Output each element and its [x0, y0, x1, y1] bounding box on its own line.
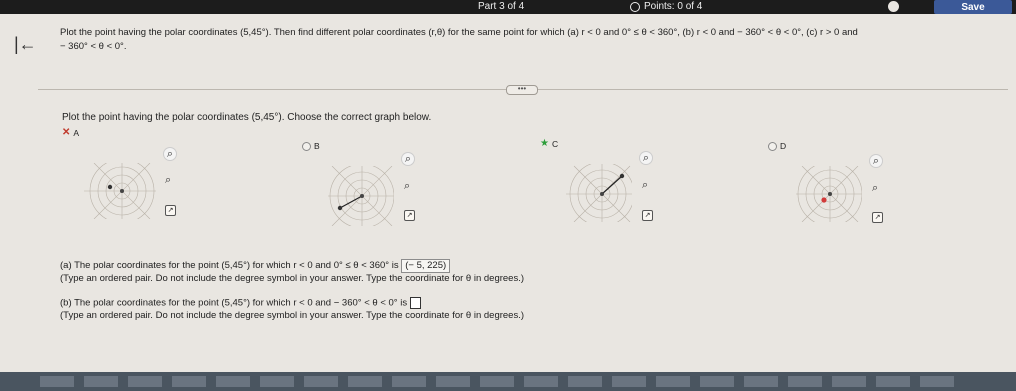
answer-a-text: (a) The polar coordinates for the point (5,45°) for which r < 0 and 0° ≤ θ < 360° is	[60, 260, 399, 271]
bottom-segment	[832, 376, 866, 387]
zoom-in-icon[interactable]: ⌕	[870, 155, 882, 167]
zoom-in-icon[interactable]: ⌕	[164, 148, 176, 160]
prompt-text-4: − 360° < θ < 0°.	[60, 41, 127, 52]
prompt-text-3: for the same point for which (a) r < 0 and 0° ≤ θ < 360°, (b) r < 0 and − 360° < θ < 0°, (c) r > 0 and	[445, 27, 858, 38]
question-text-b: . Choose the correct graph below.	[281, 112, 432, 123]
zoom-in-icon[interactable]: ⌕	[402, 153, 414, 165]
bottom-segment	[700, 376, 734, 387]
option-a-letter: A	[73, 127, 80, 138]
correct-star-icon: ★	[540, 138, 549, 149]
question-text-a: Plot the point having the polar coordinates	[62, 112, 252, 123]
question-text	[62, 112, 431, 123]
top-bar	[0, 0, 1016, 14]
bottom-segment	[480, 376, 514, 387]
points-circle-icon	[630, 2, 640, 12]
polar-graph-d[interactable]	[796, 166, 862, 222]
bottom-segment	[392, 376, 426, 387]
back-icon[interactable]: |←	[14, 34, 37, 54]
plotted-point	[821, 197, 826, 202]
bottom-segment	[524, 376, 558, 387]
bottom-segment	[744, 376, 778, 387]
answer-b-row	[60, 297, 524, 310]
bottom-bar	[0, 372, 1016, 391]
bottom-segment	[436, 376, 470, 387]
plotted-point	[108, 185, 112, 189]
answer-b-hint: (Type an ordered pair. Do not include the degree symbol in your answer. Type the coordinate for θ in degrees.)	[60, 309, 525, 321]
radio-icon[interactable]	[768, 142, 777, 151]
bottom-segment	[128, 376, 162, 387]
part-indicator: Part 3 of 4	[478, 1, 525, 12]
prompt-coords: (5,45°)	[240, 27, 269, 38]
prompt-text-2: . Then find different polar coordinates	[268, 27, 429, 38]
option-d-letter: D	[780, 141, 787, 151]
points-text: Points: 0 of 4	[644, 1, 703, 12]
bottom-segment	[876, 376, 910, 387]
option-c-letter: C	[551, 138, 559, 149]
external-link-icon[interactable]: ↗	[642, 210, 653, 221]
prompt-rtheta: (r,θ)	[428, 27, 446, 38]
bottom-segment	[348, 376, 382, 387]
option-b-letter: B	[314, 141, 320, 151]
bottom-segment	[788, 376, 822, 387]
bottom-segment	[568, 376, 602, 387]
zoom-out-icon[interactable]: ⌕	[404, 180, 411, 192]
answer-a-field[interactable]: (− 5, 225)	[401, 259, 450, 273]
bottom-segment	[612, 376, 646, 387]
question-coords: (5,45°)	[251, 112, 282, 123]
external-link-icon[interactable]: ↗	[165, 205, 176, 216]
answer-a-hint: (Type an ordered pair. Do not include the degree symbol in your answer. Type the coordinate for θ in degrees.)	[60, 273, 525, 284]
answer-b-text: (b) The polar coordinates for the point (5,45°) for which r < 0 and − 360° < θ < 0° is	[60, 297, 408, 309]
zoom-in-icon[interactable]: ⌕	[640, 152, 652, 164]
bottom-segment	[84, 376, 118, 387]
answer-section	[60, 259, 524, 322]
bottom-segment	[260, 376, 294, 387]
polar-graph-b[interactable]	[328, 166, 394, 226]
option-d[interactable]	[768, 141, 786, 151]
answer-a-row	[60, 259, 524, 273]
expand-handle[interactable]: •••	[506, 85, 538, 95]
bottom-segment	[304, 376, 338, 387]
polar-graph-c[interactable]	[566, 164, 632, 222]
radio-icon[interactable]	[302, 142, 311, 151]
bottom-segment	[920, 376, 954, 387]
external-link-icon[interactable]: ↗	[404, 210, 415, 221]
bottom-segment	[656, 376, 690, 387]
option-a[interactable]	[62, 127, 79, 138]
bottom-segment	[172, 376, 206, 387]
problem-prompt	[60, 26, 980, 54]
plotted-point	[620, 174, 624, 178]
bottom-segment	[216, 376, 250, 387]
option-b[interactable]	[302, 141, 320, 151]
external-link-icon[interactable]: ↗	[872, 212, 883, 223]
save-button[interactable]: Save	[934, 0, 1012, 14]
points-indicator	[630, 1, 702, 12]
option-c[interactable]	[540, 138, 558, 149]
plotted-point	[338, 206, 342, 210]
zoom-out-icon[interactable]: ⌕	[165, 174, 172, 186]
zoom-out-icon[interactable]: ⌕	[872, 182, 879, 194]
answer-b-field[interactable]	[410, 297, 421, 309]
incorrect-mark-icon: ✕	[62, 127, 71, 138]
bottom-segment	[40, 376, 74, 387]
zoom-out-icon[interactable]: ⌕	[642, 179, 649, 191]
polar-graph-a[interactable]	[84, 163, 156, 219]
prompt-text-1: Plot the point having the polar coordinates	[60, 27, 241, 38]
history-icon[interactable]	[888, 1, 899, 12]
